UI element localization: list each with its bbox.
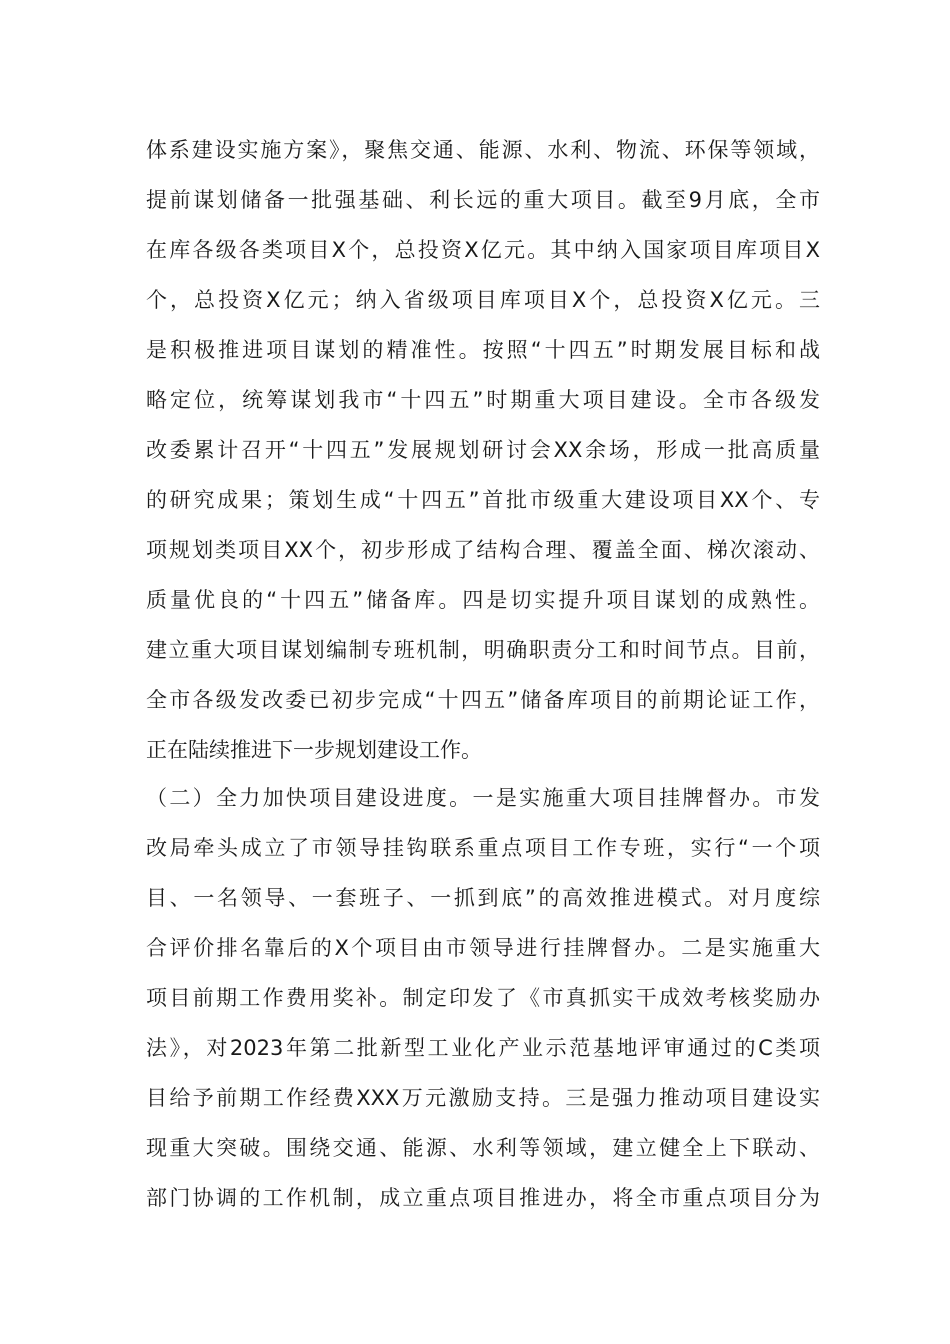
text-line: 项规划类项目XX个，初步形成了结构合理、覆盖全面、梯次滚动、 (146, 538, 820, 562)
text-line: 改局牵头成立了市领导挂钩联系重点项目工作专班，实行“一个项 (146, 836, 820, 860)
text-line: 质量优良的“十四五”储备库。四是切实提升项目谋划的成熟性。 (146, 588, 820, 612)
text-line: 建立重大项目谋划编制专班机制，明确职责分工和时间节点。目前， (146, 638, 820, 662)
text-line: 现重大突破。围绕交通、能源、水利等领域，建立健全上下联动、 (146, 1136, 820, 1160)
text-line: 法》，对2023年第二批新型工业化产业示范基地评审通过的C类项 (146, 1036, 820, 1060)
text-line: 略定位，统筹谋划我市“十四五”时期重大项目建设。全市各级发 (146, 388, 820, 412)
text-line: 是积极推进项目谋划的精准性。按照“十四五”时期发展目标和战 (146, 338, 820, 362)
text-line: 合评价排名靠后的X个项目由市领导进行挂牌督办。二是实施重大 (146, 936, 820, 960)
text-line: 目给予前期工作经费XXX万元激励支持。三是强力推动项目建设实 (146, 1086, 820, 1110)
text-line: 个，总投资X亿元；纳入省级项目库项目X个，总投资X亿元。三 (146, 288, 820, 312)
text-line: 在库各级各类项目X个，总投资X亿元。其中纳入国家项目库项目X (146, 238, 820, 262)
text-line: 部门协调的工作机制，成立重点项目推进办，将全市重点项目分为 (146, 1186, 820, 1210)
text-line: 提前谋划储备一批强基础、利长远的重大项目。截至9月底，全市 (146, 188, 820, 212)
text-line: 体系建设实施方案》，聚焦交通、能源、水利、物流、环保等领域， (146, 138, 820, 162)
text-line: 改委累计召开“十四五”发展规划研讨会XX余场，形成一批高质量 (146, 438, 820, 462)
text-line: 的研究成果；策划生成“十四五”首批市级重大建设项目XX个、专 (146, 488, 820, 512)
section-heading-line: （二）全力加快项目建设进度。一是实施重大项目挂牌督办。市发 (146, 786, 820, 810)
text-line: 全市各级发改委已初步完成“十四五”储备库项目的前期论证工作， (146, 688, 820, 712)
text-line: 正在陆续推进下一步规划建设工作。 (146, 738, 482, 762)
text-line: 目、一名领导、一套班子、一抓到底”的高效推进模式。对月度综 (146, 886, 820, 910)
text-line: 项目前期工作费用奖补。制定印发了《市真抓实干成效考核奖励办 (146, 986, 820, 1010)
